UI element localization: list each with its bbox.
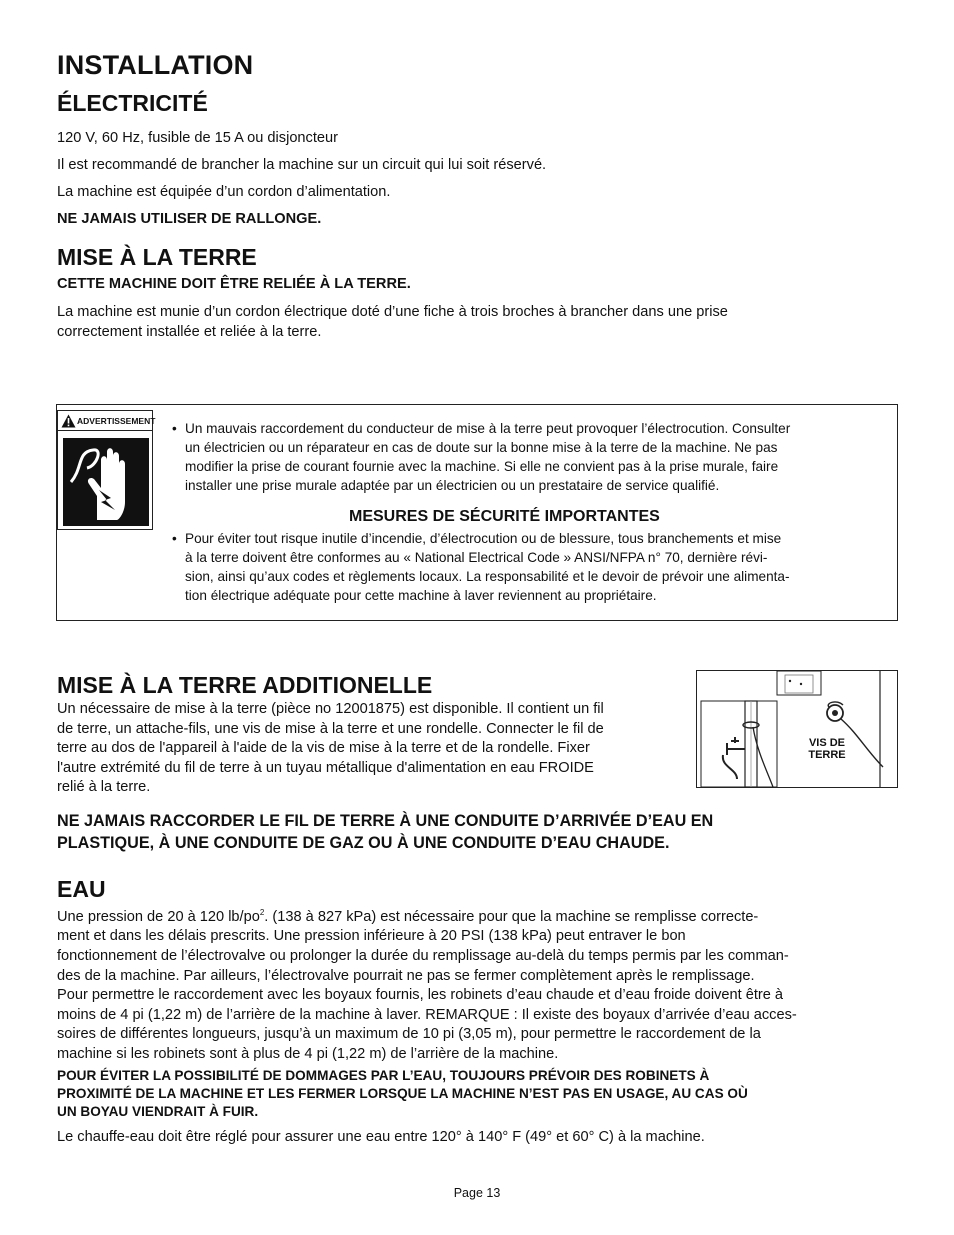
warning-label: ADVERTISSEMENT (58, 411, 152, 431)
electricite-line: 120 V, 60 Hz, fusible de 15 A ou disjoncteur (57, 130, 338, 146)
eau-heading: EAU (57, 876, 106, 902)
terre-add-paragraph: Un nécessaire de mise à la terre (pièce no 12001875) est disponible. Il contient un fil de terre, un attache-fils, une vis de mise à la terre et une rondelle. Connecter le fil de terre au dos de l'appareil à l'aide de la vis de mise à la terre et de la rondelle. Fixer l'autre extrémité du fil de terre à un tuyau métallique d'alimentation en eau FROIDE relié à la terre. (57, 701, 604, 796)
electricite-line: La machine est équipée d’un cordon d’alimentation. (57, 184, 391, 200)
electricite-line: Il est recommandé de brancher la machine sur un circuit qui lui soit réservé. (57, 157, 547, 173)
electric-shock-hand-icon (63, 438, 149, 526)
figure-label: VIS DE TERRE (808, 737, 846, 761)
terre-add-heading: MISE À LA TERRE ADDITIONELLE (57, 672, 433, 698)
safety-heading: MESURES DE SÉCURITÉ IMPORTANTES (349, 508, 660, 525)
ground-screw-figure (696, 670, 898, 788)
electricite-heading: ÉLECTRICITÉ (57, 90, 208, 116)
page-title: INSTALLATION (57, 50, 254, 80)
page-number: Page 13 (453, 1186, 501, 1200)
terre-line: La machine est munie d’un cordon électrique doté d’une fiche à trois broches à brancher dans une prise (57, 304, 728, 320)
terre-subheading: CETTE MACHINE DOIT ÊTRE RELIÉE À LA TERRE. (57, 276, 411, 292)
eau-last-line: Le chauffe-eau doit être réglé pour assurer une eau entre 120° à 140° F (49° et 60° C) à la machine. (57, 1129, 705, 1145)
terre-line: correctement installée et reliée à la terre. (57, 324, 322, 340)
terre-heading: MISE À LA TERRE (57, 244, 257, 270)
warning-bullet-1: • Un mauvais raccordement du conducteur de mise à la terre peut provoquer l’électrocution. Consulter un électricien ou un réparateur en cas de doute sur la bonne mise à la terre de la machine. Ne pas modifier la prise de courant fournie avec la machine. Si elle ne convient pas à la prise murale, faire installer une prise murale adaptée par un électricien ou un prestataire de service qualifié. (172, 421, 791, 493)
warning-box (56, 404, 898, 621)
eau-paragraph-1: Une pression de 20 à 120 $lb/po^2$. (138 à 827 kPa) est nécessaire pour que la machine se remplisse correcte- ment et dans les délais prescrits. Une pression inférieure à 20 PSI (138 kPa) peut entraver le bon fonctionnement de l’électrovalve ou prolonger la durée du remplissage au-delà du temps permis par les comman- des de la machine. Par ailleurs, l’électrovalve pourrait ne pas se fermer complètement après le remplissage. (57, 908, 789, 984)
warning-triangle-icon (61, 414, 76, 428)
warning-bullet-2: • Pour éviter tout risque inutile d’incendie, d’électrocution ou de blessure, tous branchements et mise à la terre doivent être conformes au « National Electrical Code » ANSI/NFPA n° 70, dernière révi- sion, ainsi qu’aux codes et règlements locaux. La responsabilité et le devoir de prévoir une alimenta- tion électrique adéquate pour cette machine à laver reviennent au propriétaire. (172, 531, 790, 603)
rallonge-warning: NE JAMAIS UTILISER DE RALLONGE. (57, 211, 322, 227)
eau-paragraph-2: Pour permettre le raccordement avec les boyaux fournis, les robinets d’eau chaude et d’eau froide doivent être à moins de 4 pi (1,22 m) de l’arrière de la machine à laver. REMARQUE : Il existe des boyaux d’arrivée d’eau acces- soires de différentes longueurs, jusqu’à un maximum de 10 pi (3,05 m), pour permettre le raccordement de la machine si les robinets sont à plus de 4 pi (1,22 m) de l’arrière de la machine. (57, 987, 797, 1062)
ground-wire-illustration-icon (697, 671, 897, 787)
terre-add-warning: NE JAMAIS RACCORDER LE FIL DE TERRE À UNE CONDUITE D’ARRIVÉE D’EAU EN PLASTIQUE, À UNE CONDUITE DE GAZ OU À UNE CONDUITE D’EAU CHAUDE. (57, 812, 714, 852)
warning-panel (57, 410, 156, 530)
eau-warning: POUR ÉVITER LA POSSIBILITÉ DE DOMMAGES PAR L’EAU, TOUJOURS PRÉVOIR DES ROBINETS À PROXIMITÉ DE LA MACHINE ET LES FERMER LORSQUE LA MACHINE N’EST PAS EN USAGE, AU CAS OÙ UN BOYAU VIENDRAIT À FUIR. (57, 1068, 748, 1119)
